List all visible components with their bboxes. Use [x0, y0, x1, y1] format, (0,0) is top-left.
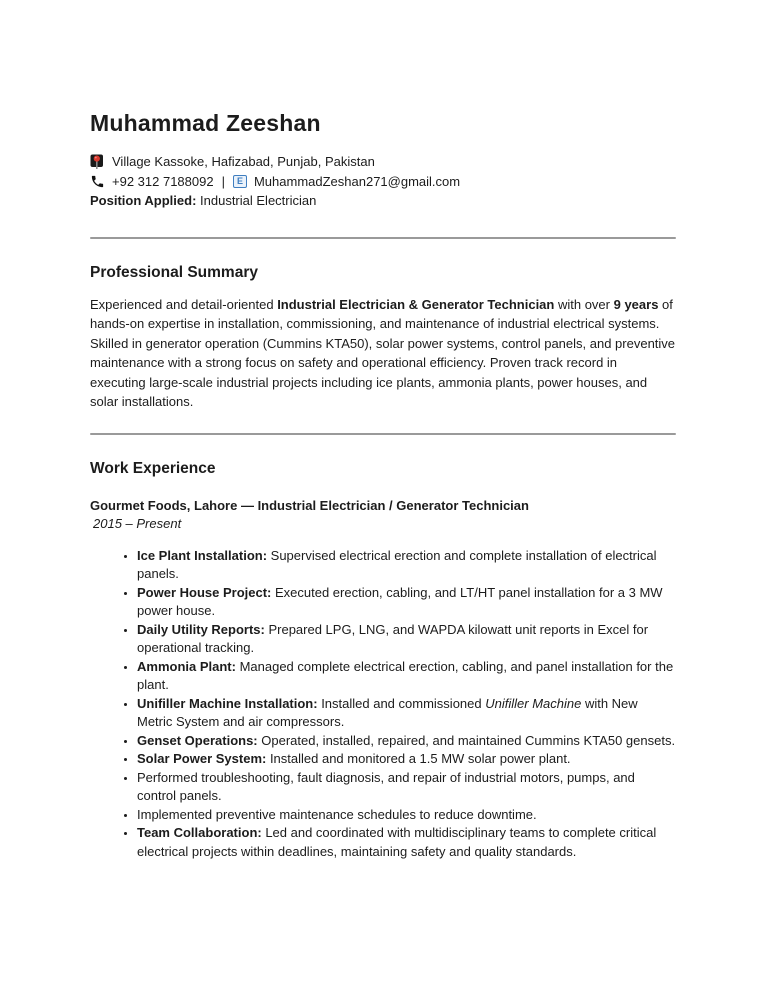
experience-bullet-item: [137, 621, 676, 658]
text-segment: Prepared LPG, LNG, and WAPDA kilowatt unit reports in Excel for operational tracking.: [137, 621, 649, 655]
experience-bullet-item: [137, 732, 676, 751]
text-segment: Operated, installed, repaired, and maintained Cummins KTA50 gensets.: [257, 732, 676, 748]
text-segment: Installed and commissioned: [317, 695, 486, 711]
text-segment: Unifiller Machine: [485, 695, 582, 711]
job-title: Gourmet Foods, Lahore — Industrial Electrician / Generator Technician: [90, 497, 529, 513]
experience-bullet-item: [137, 695, 676, 732]
experience-bullet-item: [137, 547, 676, 584]
text-segment: with over: [554, 296, 614, 312]
experience-bullet-item: [137, 806, 676, 825]
text-segment: of hands-on expertise in installation, commissioning, and maintenance of industrial electrical systems. Skilled in generator operation (Cummins KTA50), solar power systems, control panels, and preventive maintenance with a strong focus on safety and operational efficiency. Proven track record in executing large-scale industrial projects including ice plants, ammonia plants, power houses, and solar installations.: [90, 296, 676, 409]
email-icon: E: [233, 175, 247, 188]
text-segment: Executed erection, cabling, and LT/HT panel installation for a 3 MW power house.: [137, 584, 663, 618]
experience-bullet-item: [137, 769, 676, 806]
text-segment: Team Collaboration:: [137, 825, 262, 840]
text-segment: 9 years: [613, 296, 659, 312]
phone-text: +92 312 7188092: [112, 173, 214, 189]
text-segment: Ice Plant Installation:: [137, 547, 268, 563]
position-label: Position Applied:: [90, 193, 197, 208]
experience-bullet-list: [90, 547, 676, 862]
summary-heading: Professional Summary: [90, 263, 258, 281]
experience-bullet-item: [137, 584, 676, 621]
text-segment: Managed complete electrical erection, cabling, and panel installation for the plant.: [137, 658, 674, 692]
separator: |: [221, 173, 225, 189]
position-applied-line: [90, 191, 676, 211]
text-segment: Led and coordinated with multidisciplinary teams to complete critical electrical projects within deadlines, maintaining safety and quality standards.: [137, 825, 657, 859]
phone-handset-icon: [90, 174, 105, 189]
person-name: Muhammad Zeeshan: [90, 110, 321, 136]
location-line: [90, 152, 676, 172]
map-pin-icon: [90, 154, 105, 170]
experience-heading: Work Experience: [90, 459, 216, 477]
text-segment: Installed and monitored a 1.5 MW solar power plant.: [266, 751, 571, 766]
text-segment: Solar Power System:: [137, 751, 267, 766]
text-segment: Experienced and detail-oriented: [90, 296, 278, 312]
text-segment: Daily Utility Reports:: [137, 621, 265, 637]
text-segment: Supervised electrical erection and complete installation of electrical panels.: [137, 547, 657, 581]
text-segment: Implemented preventive maintenance schedules to reduce downtime.: [137, 806, 537, 822]
phone-email-line: [90, 172, 676, 192]
position-value: Industrial Electrician: [196, 193, 317, 208]
text-segment: Ammonia Plant:: [137, 658, 236, 674]
experience-bullet-item: [137, 658, 676, 695]
text-segment: Unifiller Machine Installation:: [137, 695, 318, 711]
text-segment: Power House Project:: [137, 584, 272, 600]
experience-bullet-item: [137, 824, 676, 861]
text-segment: Industrial Electrician & Generator Technician: [277, 296, 555, 312]
resume-content: [90, 110, 676, 861]
experience-bullet-item: [137, 750, 676, 769]
section-divider-2: [90, 433, 676, 435]
job-dates: 2015 – Present: [93, 515, 182, 531]
summary-paragraph: [90, 295, 676, 412]
email-text: MuhammadZeshan271@gmail.com: [253, 173, 461, 189]
text-segment: with New Metric System and air compressors.: [137, 695, 638, 729]
text-segment: Performed troubleshooting, fault diagnosis, and repair of industrial motors, pumps, and control panels.: [137, 769, 635, 803]
section-divider-1: [90, 237, 676, 239]
text-segment: Genset Operations:: [137, 732, 258, 748]
location-text: Village Kassoke, Hafizabad, Punjab, Pakistan: [112, 154, 375, 169]
